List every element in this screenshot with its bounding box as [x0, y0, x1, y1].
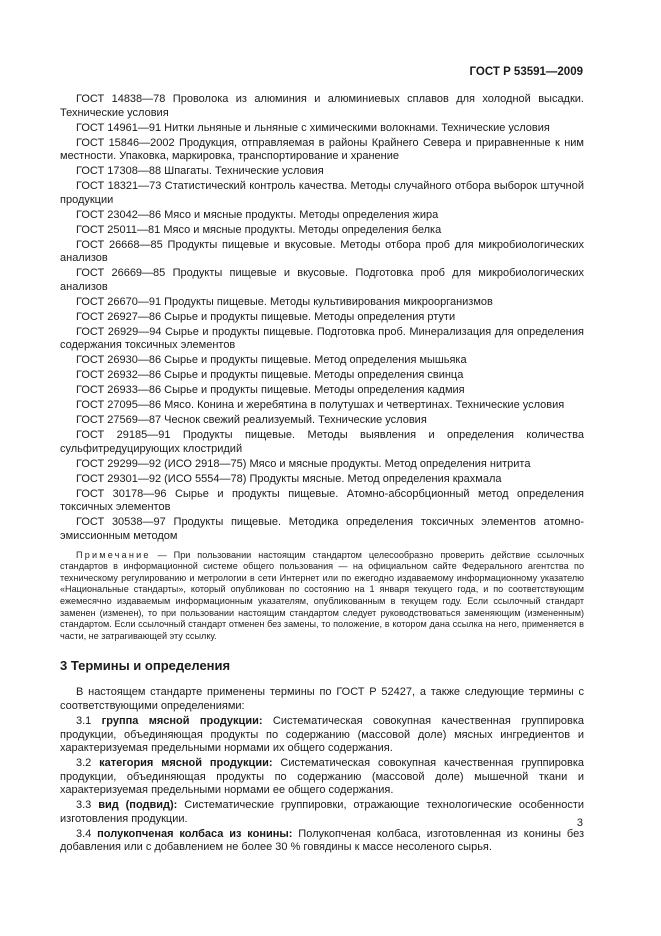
reference-item [60, 354, 584, 368]
terms-list [60, 715, 584, 855]
reference-title: Нитки льняные и льняные с химическими волокнами. Технические условия [164, 121, 550, 134]
reference-item [60, 209, 584, 223]
reference-code: ГОСТ 30178—96 [76, 487, 167, 500]
term-name: группа мясной продукции: [101, 714, 263, 727]
reference-item [60, 516, 584, 543]
reference-title: Продукты пищевые и вкусовые. Подготовка проб для микробиологических анализов [60, 267, 585, 293]
reference-code: ГОСТ 27569—87 [76, 414, 162, 427]
reference-title: Продукты пищевые и вкусовые. Методы отбора проб для микробиологических анализов [60, 238, 584, 265]
reference-title: Продукты пищевые. Методы культивирования микроорганизмов [164, 295, 493, 308]
reference-item [60, 122, 584, 136]
reference-item [60, 267, 584, 294]
reference-item [60, 165, 584, 179]
reference-title: Мясо и мясные продукты. Метод определения нитрита [249, 457, 531, 470]
reference-code: ГОСТ 26927—86 [76, 310, 162, 323]
reference-item [60, 224, 584, 238]
reference-code: ГОСТ 14961—91 [76, 121, 162, 134]
reference-title: Сырье и продукты пищевые. Метод определения мышьяка [164, 354, 467, 367]
reference-code: ГОСТ 23042—86 [76, 208, 162, 221]
reference-code: ГОСТ 18321—73 [76, 180, 162, 193]
page-number: 3 [576, 817, 583, 829]
reference-item [60, 488, 584, 515]
reference-code: ГОСТ 26930—86 [76, 354, 162, 367]
reference-item [60, 137, 584, 164]
reference-title: Шпагаты. Технические условия [164, 165, 324, 178]
term-number: 3.3 [76, 799, 92, 812]
term-number: 3.4 [76, 827, 92, 840]
term-name: полукопченая колбаса из конины: [97, 827, 293, 840]
reference-item [60, 473, 584, 487]
reference-code: ГОСТ 29185—91 [76, 429, 171, 442]
reference-code: ГОСТ 26669—85 [76, 267, 166, 280]
term-text: Систематические группировки, отражающие технологические особенности изготовления продукции. [60, 799, 585, 825]
reference-code: ГОСТ 17308—88 [76, 165, 162, 178]
reference-item [60, 296, 584, 310]
reference-item [60, 239, 584, 266]
term-definition [60, 828, 584, 855]
reference-title: Мясо и мясные продукты. Методы определения белка [163, 223, 442, 236]
term-name: вид (подвид): [98, 799, 178, 812]
reference-item [60, 384, 584, 398]
reference-code: ГОСТ 14838—78 [76, 93, 166, 105]
note-label: Примечание [76, 549, 151, 560]
term-number: 3.1 [76, 714, 92, 727]
term-definition [60, 799, 584, 826]
reference-title: Сырье и продукты пищевые. Подготовка проб. Минерализация для определения содержания токсичных элементов [60, 325, 584, 352]
term-text: Систематическая совокупная качественная группировка продукции, объединяющая продукты по содержанию (массовой доле) мясных ингредиентов и характеризуемая предельными нормами их общего содержания. [60, 714, 585, 755]
reference-item [60, 369, 584, 383]
reference-title: Мясо и мясные продукты. Методы определения жира [164, 208, 439, 221]
term-number: 3.2 [76, 757, 92, 770]
term-definition [60, 715, 584, 756]
reference-item [60, 93, 584, 120]
reference-item [60, 429, 584, 456]
reference-code: ГОСТ 26929—94 [76, 325, 162, 338]
reference-title: Продукты пищевые. Методика определения токсичных элементов атомно-эмиссионным методом [60, 516, 585, 543]
note-paragraph [60, 550, 584, 643]
reference-code: ГОСТ 26933—86 [76, 384, 162, 397]
reference-code: ГОСТ 30538—97 [76, 516, 166, 529]
reference-title: Мясо. Конина и жеребятина в полутушах и четвертинах. Технические условия [164, 399, 565, 412]
reference-item [60, 458, 584, 472]
term-name: категория мясной продукции: [99, 757, 273, 770]
normative-references-list [60, 93, 584, 544]
reference-item [60, 180, 584, 207]
reference-title: Чеснок свежий реализуемый. Технические условия [164, 414, 427, 427]
reference-title: Статистический контроль качества. Методы случайного отбора выборок штучной продукции [60, 180, 585, 206]
reference-title: Продукция, отправляемая в районы Крайнего Севера и приравненные к ним местности. Упаковка, маркировка, транспортирование и хранение [60, 136, 584, 163]
reference-code: ГОСТ 29301—92 (ИСО 5554—78) [76, 472, 247, 485]
reference-title: Сырье и продукты пищевые. Атомно-абсорбционный метод определения токсичных элементов [60, 487, 584, 514]
reference-title: Продукты мясные. Метод определения крахмала [249, 472, 502, 485]
reference-code: ГОСТ 27095—86 [76, 399, 162, 412]
page-content [60, 93, 584, 856]
reference-title: Сырье и продукты пищевые. Методы определения кадмия [164, 384, 465, 397]
reference-item [60, 414, 584, 428]
reference-item [60, 311, 584, 325]
reference-item [60, 326, 584, 353]
reference-title: Сырье и продукты пищевые. Методы определения ртути [164, 310, 456, 323]
reference-code: ГОСТ 25011—81 [76, 223, 161, 236]
reference-title: Продукты пищевые. Методы выявления и определения количества сульфитредуцирующих клостридий [60, 429, 584, 455]
section-title: 3 Термины и определения [60, 658, 231, 674]
reference-title: Проволока из алюминия и алюминиевых сплавов для холодной высадки. Технические условия [60, 93, 584, 119]
term-text: Систематическая совокупная качественная группировка продукции, объединяющая продукты по содержанию (массовой доле) мышечной ткани и характеризуемая предельными нормами ее общего содержания. [60, 757, 585, 797]
reference-title: Сырье и продукты пищевые. Методы определения свинца [164, 369, 464, 382]
reference-code: ГОСТ 15846—2002 [76, 136, 175, 149]
reference-code: ГОСТ 29299—92 (ИСО 2918—75) [76, 457, 247, 470]
reference-item [60, 399, 584, 413]
note-text: — При пользовании настоящим стандартом целесообразно проверить действие ссылочных стандартов в информационной системе общего пользования — на официальном сайте Федерального агентства по техническому регулированию и метрологии в сети Интернет или по ежегодно издаваемому информационному указателю «Национальные стандарты», который опубликован по состоянию на 1 января текущего года, и по соответствующим ежемесячно издаваемым информационным указателям, опубликованным в текущем году. Если ссылочный стандарт заменен (изменен), то при пользовании настоящим стандартом следует руководствоваться заменяющим (измененным) стандартом. Если ссылочный стандарт отменен без замены, то положение, в котором дана ссылка на него, применяется в части, не затрагивающей эту ссылку. [60, 549, 584, 641]
document-header: ГОСТ Р 53591—2009 [469, 66, 583, 78]
section-intro: В настоящем стандарте применены термины по ГОСТ Р 52427, а также следующие термины с соответствующими определениями: [60, 686, 584, 712]
term-definition [60, 757, 584, 798]
reference-code: ГОСТ 26670—91 [76, 295, 162, 308]
reference-code: ГОСТ 26932—86 [76, 369, 162, 382]
reference-code: ГОСТ 26668—85 [76, 238, 163, 251]
term-text: Полукопченая колбаса, изготовленная из конины без добавления или с добавлением не более 30 % говядины к массе несоленого сырья. [60, 827, 584, 854]
